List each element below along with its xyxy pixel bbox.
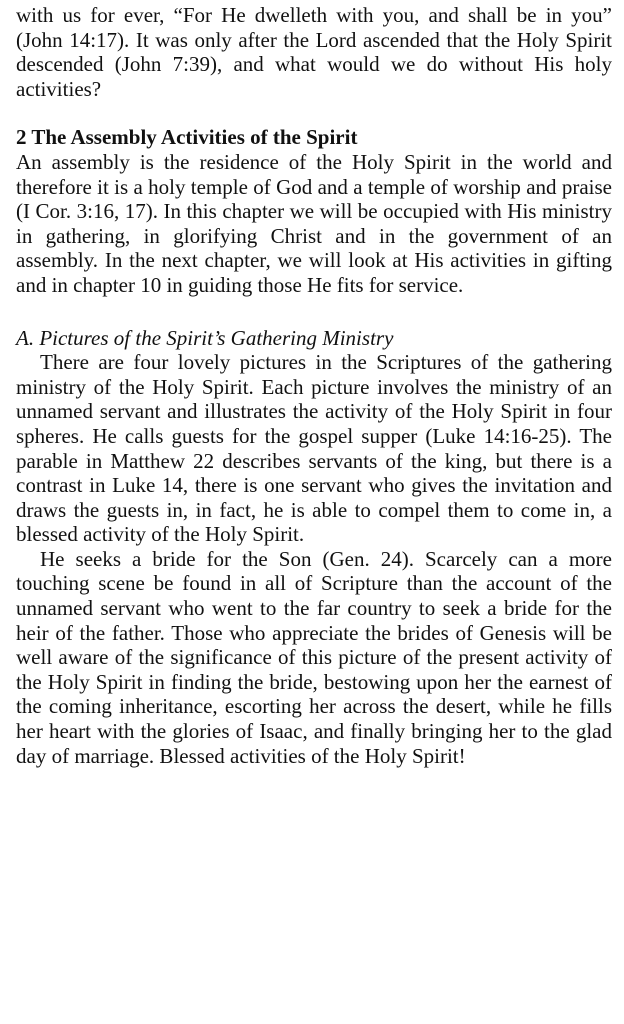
subsection-heading: A. Pictures of the Spirit’s Gathering Ministry	[16, 325, 394, 350]
subsection-paragraph-1: There are four lovely pictures in the Scriptures of the gathering ministry of the Holy Spirit. Each picture involves the ministry of an unnamed servant and illustrates the activity of the Holy Spirit in four spheres. He calls guests for the gospel supper (Luke 14:16-25). The parable in Matthew 22 describes servants of the king, but there is a contrast in Luke 14, there is one servant who gives the invitation and draws the guests in, in fact, he is able to compel them to come in, a blessed activity of the Holy Spirit.	[16, 350, 612, 547]
section-paragraph: An assembly is the residence of the Holy Spirit in the world and therefore it is a holy temple of God and a temple of worship and praise (I Cor. 3:16, 17). In this chapter we will be occupied with His ministry in gathering, in glorifying Christ and in the government of an assembly. In the next chapter, we will look at His activities in gifting and in chapter 10 in guiding those He fits for service.	[16, 149, 612, 297]
section-heading: 2 The Assembly Activities of the Spirit	[16, 125, 358, 150]
opening-paragraph: with us for ever, “For He dwelleth with you, and shall be in you” (John 14:17). It was only after the Lord ascended that the Holy Spirit descended (John 7:39), and what would we do without His holy activities?	[16, 3, 612, 101]
book-page	[16, 3, 612, 768]
subsection-paragraph-2: He seeks a bride for the Son (Gen. 24). Scarcely can a more touching scene be found in all of Scripture than the account of the unnamed servant who went to the far country to seek a bride for the heir of the father. Those who appreciate the brides of Genesis will be well aware of the significance of this picture of the present activity of the Holy Spirit in finding the bride, bestowing upon her the earnest of the coming inheritance, escorting her across the desert, while he fills her heart with the glories of Isaac, and finally bringing her to the glad day of marriage. Blessed activities of the Holy Spirit!	[16, 546, 612, 768]
